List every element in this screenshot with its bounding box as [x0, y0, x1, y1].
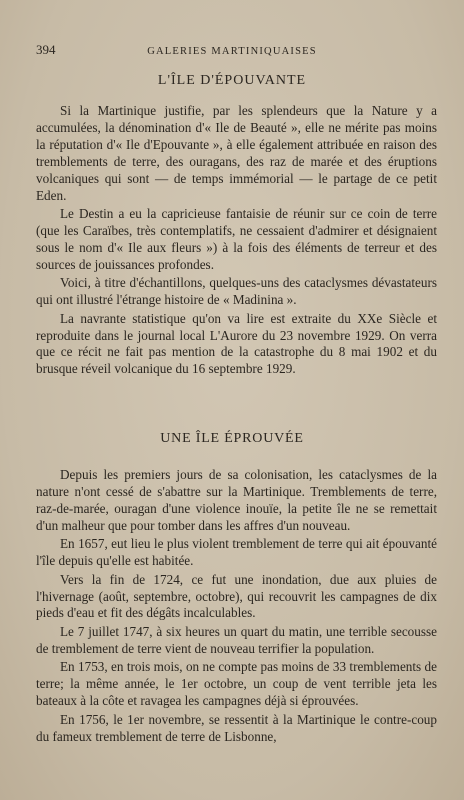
paragraph: Le Destin a eu la capricieuse fantaisie de réunir sur ce coin de terre (que les Caraïbes, très contemplatifs, ne cessaient d'admirer et désignaient sous le nom d'« Ile aux fleurs ») à la fois des éléments de terreur et des sources de jouissances profondes.	[36, 206, 437, 272]
paragraph: En 1756, le 1er novembre, se ressentit à la Martinique le contre-coup du fameux tremblement de terre de Lisbonne,	[36, 711, 437, 744]
page-number: 394	[36, 42, 56, 57]
paragraph: Voici, à titre d'échantillons, quelques-uns des cataclysmes dévastateurs qui ont illustré l'étrange histoire de « Madinina ».	[36, 275, 437, 308]
paragraph: Depuis les premiers jours de sa colonisation, les cataclysmes de la nature n'ont cessé de s'abattre sur la Martinique. Tremblements de terre, raz-de-marée, ouragan d'une violence inouïe, la petite île ne se remettait d'un malheur que pour tomber dans les affres d'un nouveau.	[36, 467, 437, 533]
section1-body	[36, 103, 437, 380]
paragraph: Si la Martinique justifie, par les splendeurs que la Nature y a accumulées, la dénomination d'« Ile de Beauté », elle ne mérite pas moins la réputation d'« Ile d'Epouvante », à elle également attribuée en raison des tremblements de terre, des ouragans, des raz de marée et des éruptions volcaniques qui sont — de temps immémorial — le partage de ce petit Eden.	[36, 103, 437, 203]
paragraph: Le 7 juillet 1747, à six heures un quart du matin, une terrible secousse de tremblement de terre vient de nouveau terrifier la population.	[36, 623, 437, 656]
page-header	[36, 42, 428, 58]
paragraph: En 1753, en trois mois, on ne compte pas moins de 33 tremblements de terre; la même année, le 1er octobre, un coup de vent terrible jeta les bateaux à la côte et ravagea les campagnes déjà si éprouvées.	[36, 659, 437, 709]
paragraph: La navrante statistique qu'on va lire est extraite du XXe Siècle et reproduite dans le journal local L'Aurore du 23 novembre 1929. On verra que ce récit ne fait pas mention de la catastrophe du 8 mai 1902 et du brusque réveil volcanique du 16 septembre 1929.	[36, 310, 437, 377]
section-title-ile-eprouvee: UNE ÎLE ÉPROUVÉE	[160, 431, 304, 446]
section-title-ile-epouvante: L'ÎLE D'ÉPOUVANTE	[157, 73, 307, 88]
running-head: GALERIES MARTINIQUAISES	[147, 46, 317, 57]
paragraph: En 1657, eut lieu le plus violent tremblement de terre qui ait épouvanté l'île depuis qu'elle est habitée.	[36, 536, 437, 569]
section2-body	[36, 467, 437, 747]
paragraph: Vers la fin de 1724, ce fut une inondation, due aux pluies de l'hivernage (août, septembre, octobre), qui recouvrit les campagnes de dix pieds d'eau et fit des dégâts incalculables.	[36, 571, 437, 621]
